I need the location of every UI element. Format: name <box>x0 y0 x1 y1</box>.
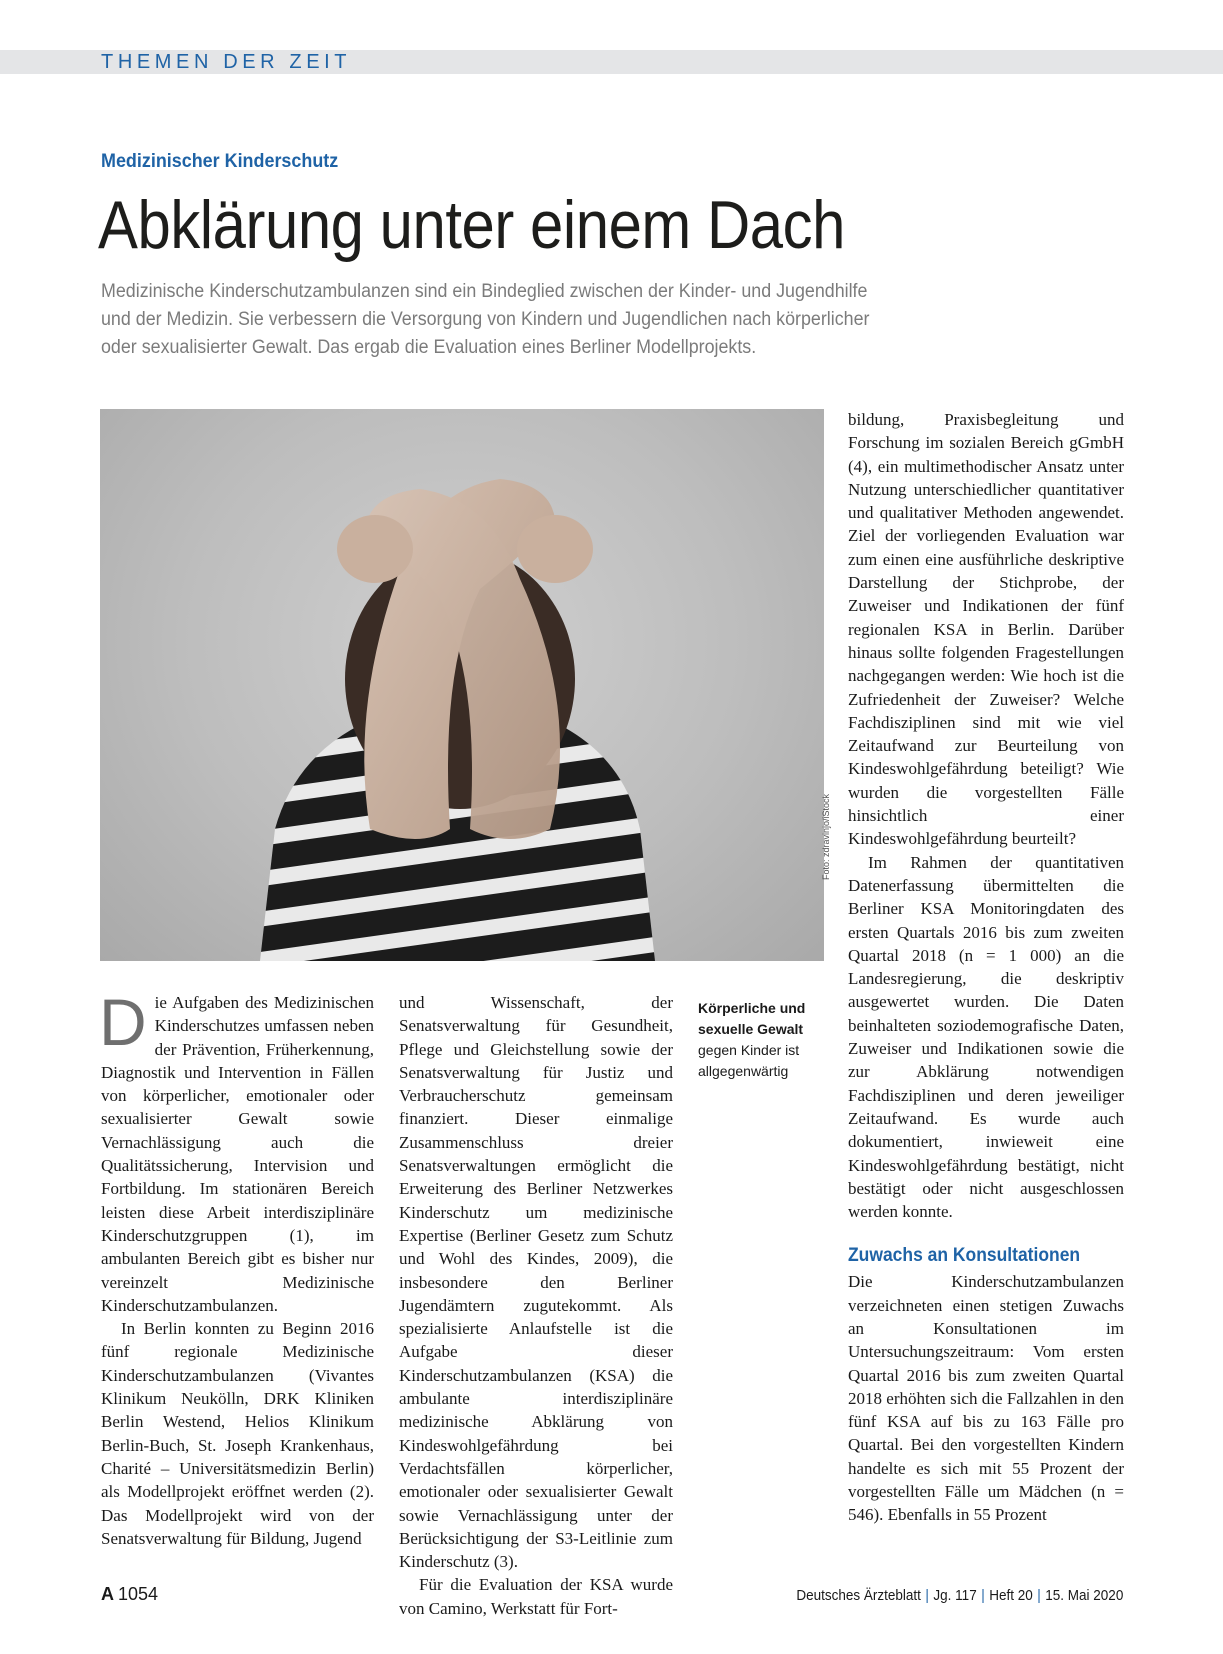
child-covering-head-illustration <box>100 409 824 961</box>
paragraph: Die Kinderschutzambulanzen verzeichneten einen stetigen Zuwachs an Konsultationen im Untersuchungszeitraum: Vom ersten Quartal 2016 bis zum zweiten Quartal 2018 erhöhten sich die Fallzahlen in den fünf KSA auf bis zu 163 Fälle pro Quartal. Bei den vorgestellten Kindern handelte es sich mit 55 Prozent der vorgestellten Fälle um Mädchen (n = 546). Ebenfalls in 55 Prozent <box>848 1272 1124 1525</box>
page-prefix: A <box>101 1584 114 1604</box>
paragraph-text: ie Aufgaben des Medizinischen Kinderschutzes umfassen neben der Prävention, Früherkennung, Diagnostik und Intervention in Fällen von körperlicher, emotionaler oder sexualisierter Gewalt sowie Vernachlässigung auch die Qualitätssicherung, Intervision und Fortbildung. Im stationären Bereich leisten diese Arbeit interdisziplinäre Kinderschutzgruppen (1), im ambulanten Bereich gibt es bisher nur vereinzelt Medizinische Kinderschutzambulanzen. <box>101 993 374 1315</box>
caption-line: gegen Kinder ist <box>698 1042 800 1058</box>
journal-name: Deutsches Ärzteblatt <box>796 1587 921 1604</box>
section-subheading: Zuwachs an Konsultationen <box>848 1245 1081 1267</box>
journal-footer: Deutsches Ärzteblatt | Jg. 117 | Heft 20 | 15. Mai 2020 <box>796 1587 1123 1604</box>
paragraph: Im Rahmen der quantitativen Datenerfassung übermittelten die Berliner KSA Monitoringdaten des ersten Quartals 2016 bis zum zweiten Quartal 2018 (n = 1 000) an die Landesregierung, die deskriptiv ausgewertet wurden. Die Daten beinhalteten soziodemografische Daten, Zuweiser und Indikationen sowie die zur Abklärung notwendigen Fachdisziplinen und deren jeweiliger Zeitaufwand. Es wurde auch dokumentiert, inwieweit eine Kindeswohlgefährdung bestätigt, nicht bestätigt oder nicht ausgeschlossen werden konnte. <box>848 852 1124 1222</box>
journal-issue: Heft 20 <box>988 1587 1033 1604</box>
lead-line: oder sexualisierter Gewalt. Das ergab die Evaluation eines Berliner Modellprojekts. <box>101 337 757 358</box>
journal-date: 15. Mai 2020 <box>1044 1587 1123 1604</box>
caption-line: allgegenwärtig <box>698 1063 789 1079</box>
section-label: THEMEN DER ZEIT <box>101 51 352 73</box>
caption-line: sexuelle Gewalt <box>698 1021 804 1037</box>
article-kicker: Medizinischer Kinderschutz <box>101 150 339 172</box>
article-lead <box>101 278 919 362</box>
drop-cap: D <box>99 985 147 1059</box>
text-column-3 <box>848 408 1124 1527</box>
page-number-value: 1054 <box>118 1584 159 1604</box>
paragraph: In Berlin konnten zu Beginn 2016 fünf regionale Medizinische Kinderschutzambulanzen (Vivantes Klinikum Neukölln, DRK Kliniken Berlin Westend, Helios Klinikum Berlin-Buch, St. Joseph Krankenhaus, Charité – Universitätsmedizin Berlin) als Modellprojekt eröffnet werden (2). Das Modellprojekt wird von der Senatsverwaltung für Bildung, Jugend <box>101 1319 374 1548</box>
photo-credit: Foto: zdravinjo/iStock <box>821 793 831 880</box>
caption-line: Körperliche und <box>698 1000 806 1016</box>
page-number <box>101 1584 158 1605</box>
text-column-1 <box>99 985 374 1550</box>
paragraph: und Wissenschaft, der Senatsverwaltung für Gesundheit, Pflege und Gleichstellung sowie der Senatsverwaltung für Justiz und Verbraucherschutz gemeinsam finanziert. Dieser einmalige Zusammenschluss dreier Senatsverwaltungen ermöglicht die Erweiterung des Berliner Netzwerkes Kinderschutz um medizinische Expertise (Berliner Gesetz zum Schutz und Wohl des Kindes, 2009), die insbesondere den Berliner Jugendämtern zugutekommt. Als spezialisierte Anlaufstelle ist die Aufgabe dieser Kinderschutzambulanzen (KSA) die ambulante interdisziplinäre medizinische Abklärung von Kindeswohlgefährdung bei Verdachtsfällen körperlicher, emotionaler oder sexualisierter Gewalt sowie Vernachlässigung unter der Berücksichtigung der S3-Leitlinie zum Kinderschutz (3). <box>399 993 673 1572</box>
paragraph: Für die Evaluation der KSA wurde von Camino, Werkstatt für Fort- <box>399 1575 673 1618</box>
paragraph: bildung, Praxisbegleitung und Forschung im sozialen Bereich gGmbH (4), ein multimethodischer Ansatz unter Nutzung unterschiedlicher quantitativer und qualitativer Methoden angewendet. Ziel der vorliegenden Evaluation war zum einen eine ausführliche deskriptive Darstellung der Stichprobe, der Zuweiser und Indikationen der fünf regionalen KSA in Berlin. Darüber hinaus sollte folgenden Fragestellungen nachgegangen werden: Wie hoch ist die Zufriedenheit der Zuweiser? Welche Fachdisziplinen sind mit wie viel Zeitaufwand zur Beurteilung von Kindeswohlgefährdung beteiligt? Wie wurden die vorgestellten Fälle hinsichtlich einer Kindeswohlgefährdung beurteilt? <box>848 410 1124 849</box>
paragraph <box>99 985 374 1317</box>
lead-line: Medizinische Kinderschutzambulanzen sind ein Bindeglied zwischen der Kinder- und Jugendhilfe <box>101 281 868 302</box>
article-photo <box>100 409 824 961</box>
photo-caption <box>698 998 828 1082</box>
journal-volume: Jg. 117 <box>933 1587 977 1604</box>
text-column-2 <box>399 991 673 1620</box>
article-headline: Abklärung unter einem Dach <box>98 187 845 263</box>
lead-line: und der Medizin. Sie verbessern die Versorgung von Kindern und Jugendlichen nach körperlicher <box>101 309 870 330</box>
